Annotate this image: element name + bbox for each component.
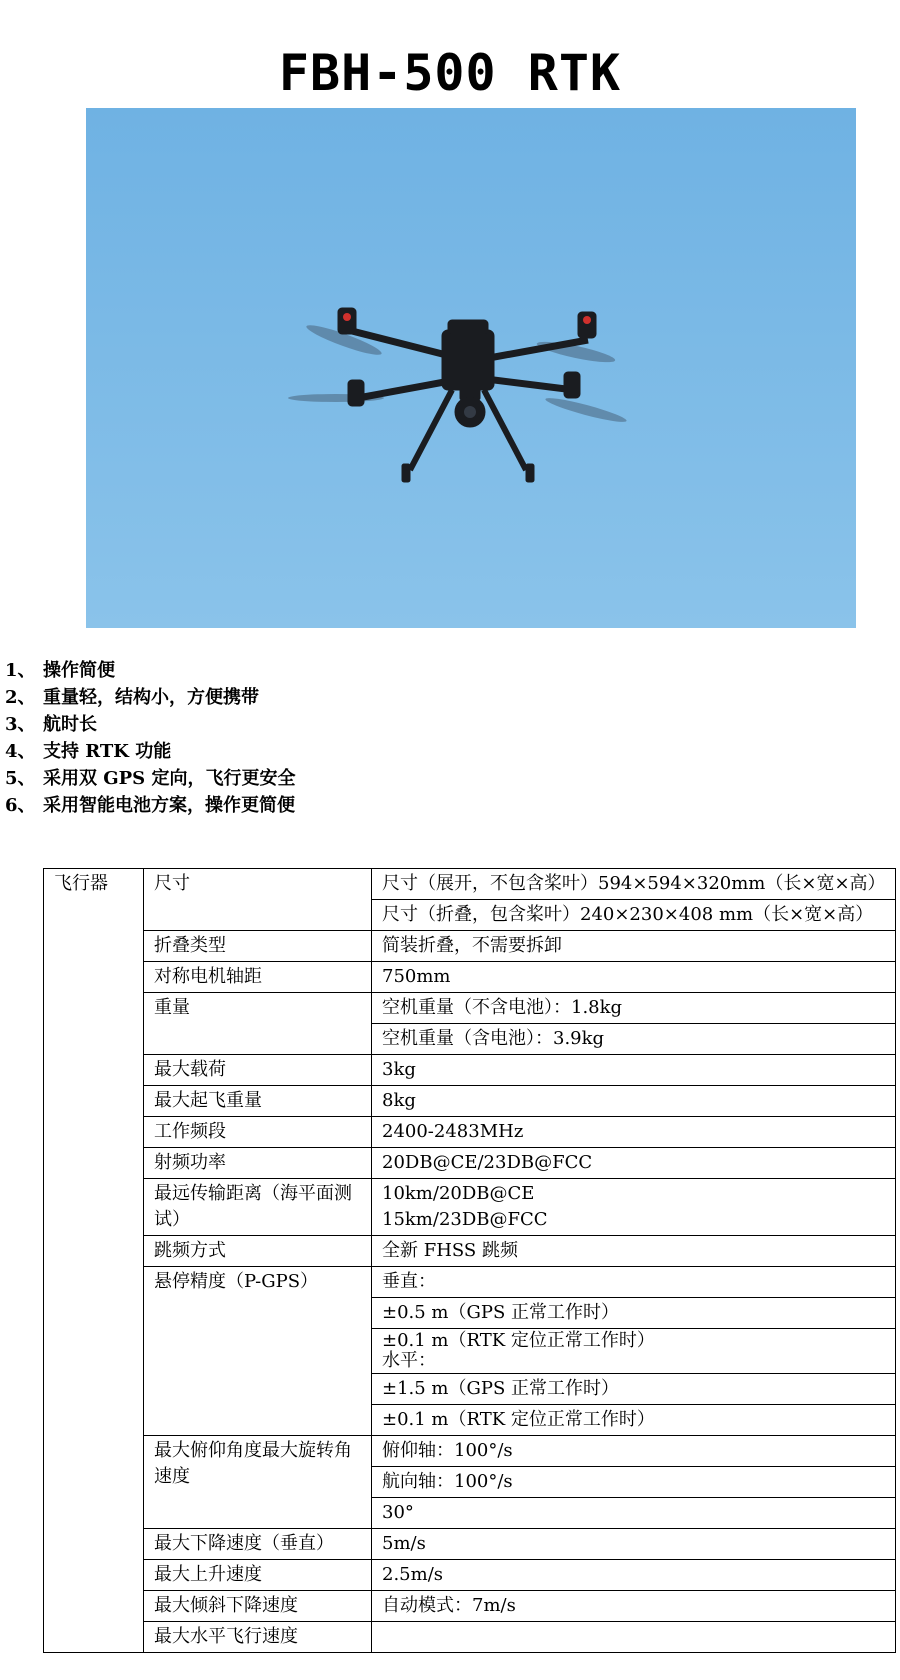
spec-label: 折叠类型 [144,931,372,962]
spec-value: 8kg [372,1086,896,1117]
table-row [44,1267,896,1298]
spec-label: 重量 [144,993,372,1055]
spec-value: 空机重量（含电池）：3.9kg [372,1024,896,1055]
spec-value: 3kg [372,1055,896,1086]
spec-value-line: 水平： [382,1350,436,1371]
table-row [44,993,896,1024]
feature-item: 5、 采用双 GPS 定向，飞行更安全 [5,768,296,789]
spec-label: 最大俯仰角度最大旋转角速度 [144,1436,372,1529]
spec-value: 尺寸（折叠，包含桨叶）240×230×408 mm（长×宽×高） [372,900,896,931]
table-row [44,962,896,993]
spec-value: ±1.5 m（GPS 正常工作时） [372,1374,896,1405]
table-row [44,1086,896,1117]
spec-value: ±0.1 m（RTK 定位正常工作时） [372,1405,896,1436]
spec-value: 2.5m/s [372,1560,896,1591]
spec-label: 最大水平飞行速度 [144,1622,372,1653]
table-row [44,1622,896,1653]
spec-label: 最大上升速度 [144,1560,372,1591]
table-row [44,1179,896,1236]
spec-value: 750mm [372,962,896,993]
spec-value: 30° [372,1498,896,1529]
feature-item: 1、 操作简便 [5,660,115,681]
spec-value [372,1179,896,1236]
table-row [44,1055,896,1086]
spec-table [43,868,896,1653]
spec-label: 最大倾斜下降速度 [144,1591,372,1622]
table-row [44,931,896,962]
table-row [44,1148,896,1179]
spec-value: 简装折叠，不需要拆卸 [372,931,896,962]
feature-item: 3、 航时长 [5,714,97,735]
spec-label: 悬停精度（P-GPS） [144,1267,372,1436]
spec-label: 最大载荷 [144,1055,372,1086]
spec-label: 对称电机轴距 [144,962,372,993]
spec-table-container [43,868,899,1680]
spec-value-line: 10km/20DB@CE [382,1183,535,1204]
spec-label: 最大下降速度（垂直） [144,1529,372,1560]
spec-value-line: ±0.1 m（RTK 定位正常工作时） [382,1330,655,1351]
table-row [44,1529,896,1560]
spec-label: 射频功率 [144,1148,372,1179]
spec-value: 航向轴：100°/s [372,1467,896,1498]
spec-value: 全新 FHSS 跳频 [372,1236,896,1267]
spec-value: 尺寸（展开，不包含桨叶）594×594×320mm（长×宽×高） [372,869,896,900]
feature-list [5,657,295,819]
spec-label: 工作频段 [144,1117,372,1148]
spec-value: 5m/s [372,1529,896,1560]
spec-value [372,1329,896,1374]
feature-item: 2、 重量轻，结构小，方便携带 [5,687,259,708]
table-row [44,1436,896,1467]
spec-value: 俯仰轴：100°/s [372,1436,896,1467]
spec-value: 垂直： [372,1267,896,1298]
spec-value: 2400-2483MHz [372,1117,896,1148]
spec-value: 20DB@CE/23DB@FCC [372,1148,896,1179]
drone-photo [86,108,856,628]
page-title: FBH-500 RTK [278,44,622,102]
table-row [44,1117,896,1148]
table-row [44,869,896,900]
table-row [44,1560,896,1591]
feature-item: 6、 采用智能电池方案，操作更简便 [5,795,295,816]
category-cell: 飞行器 [44,869,144,1653]
spec-label: 跳频方式 [144,1236,372,1267]
table-row [44,1236,896,1267]
spec-value: 自动模式：7m/s [372,1591,896,1622]
spec-value: ±0.5 m（GPS 正常工作时） [372,1298,896,1329]
table-row [44,1591,896,1622]
spec-label: 最大起飞重量 [144,1086,372,1117]
spec-value: 空机重量（不含电池）：1.8kg [372,993,896,1024]
spec-value-line: 15km/23DB@FCC [382,1209,548,1230]
spec-label: 尺寸 [144,869,372,931]
feature-item: 4、 支持 RTK 功能 [5,741,172,762]
spec-label: 最远传输距离（海平面测试） [144,1179,372,1236]
spec-value [372,1622,896,1653]
